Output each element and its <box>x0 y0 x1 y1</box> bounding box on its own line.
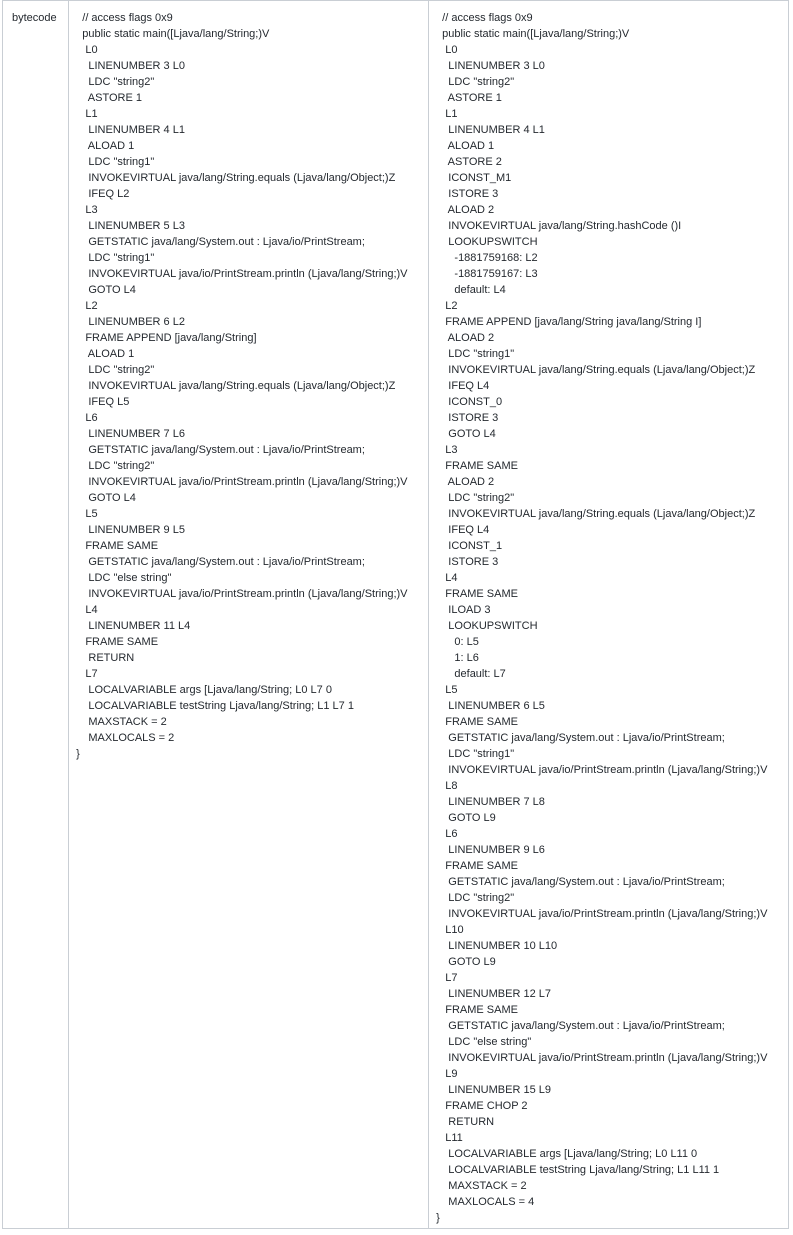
code-line: ALOAD 2 <box>436 332 495 344</box>
bytecode-comparison-table <box>2 0 789 1229</box>
code-line: L2 <box>76 300 98 312</box>
code-line: INVOKEVIRTUAL java/io/PrintStream.println (Ljava/lang/String;)V <box>76 268 408 280</box>
code-line: -1881759167: L3 <box>436 268 538 280</box>
code-line: GETSTATIC java/lang/System.out : Ljava/io/PrintStream; <box>436 1020 725 1032</box>
code-line: IFEQ L2 <box>76 188 130 200</box>
code-line: L1 <box>436 108 458 120</box>
code-line: public static main([Ljava/lang/String;)V <box>76 28 270 40</box>
code-line: ALOAD 1 <box>436 140 495 152</box>
code-line: LINENUMBER 10 L10 <box>436 940 558 952</box>
code-line: L4 <box>76 604 98 616</box>
code-line: RETURN <box>436 1116 495 1128</box>
code-line: ASTORE 1 <box>76 92 142 104</box>
code-line: GOTO L9 <box>436 812 496 824</box>
code-line: LINENUMBER 15 L9 <box>436 1084 551 1096</box>
code-line: LINENUMBER 7 L8 <box>436 796 545 808</box>
code-line: LDC "string2" <box>436 492 515 504</box>
code-line: ALOAD 2 <box>436 476 495 488</box>
code-line: GETSTATIC java/lang/System.out : Ljava/io/PrintStream; <box>76 556 365 568</box>
code-line: LINENUMBER 9 L5 <box>76 524 185 536</box>
code-line: LINENUMBER 7 L6 <box>76 428 185 440</box>
code-line: // access flags 0x9 <box>436 12 533 24</box>
code-line: L1 <box>76 108 98 120</box>
code-line: INVOKEVIRTUAL java/io/PrintStream.println (Ljava/lang/String;)V <box>436 764 768 776</box>
code-line: } <box>436 1212 440 1224</box>
code-line: GETSTATIC java/lang/System.out : Ljava/io/PrintStream; <box>436 732 725 744</box>
code-line: GOTO L4 <box>76 284 136 296</box>
code-line: LINENUMBER 6 L5 <box>436 700 545 712</box>
code-line: ALOAD 1 <box>76 140 135 152</box>
code-line: INVOKEVIRTUAL java/io/PrintStream.println (Ljava/lang/String;)V <box>76 588 408 600</box>
code-line: INVOKEVIRTUAL java/lang/String.hashCode ()I <box>436 220 682 232</box>
code-line: LDC "else string" <box>436 1036 532 1048</box>
row-label: bytecode <box>12 12 57 24</box>
right-code-cell <box>429 1 789 1229</box>
code-line: ICONST_0 <box>436 396 503 408</box>
code-line: GOTO L4 <box>436 428 496 440</box>
code-line: LINENUMBER 4 L1 <box>76 124 185 136</box>
code-line: LINENUMBER 11 L4 <box>76 620 191 632</box>
code-line: LOOKUPSWITCH <box>436 236 538 248</box>
code-line: LINENUMBER 4 L1 <box>436 124 545 136</box>
code-line: LDC "else string" <box>76 572 172 584</box>
code-line: ICONST_1 <box>436 540 503 552</box>
code-line: default: L4 <box>436 284 506 296</box>
code-line: ILOAD 3 <box>436 604 491 616</box>
code-line: L0 <box>436 44 458 56</box>
code-line: LOCALVARIABLE testString Ljava/lang/String; L1 L7 1 <box>76 700 354 712</box>
code-line: INVOKEVIRTUAL java/lang/String.equals (Ljava/lang/Object;)Z <box>76 380 396 392</box>
code-line: FRAME SAME <box>436 460 518 472</box>
code-line: GETSTATIC java/lang/System.out : Ljava/io/PrintStream; <box>76 236 365 248</box>
code-line: L6 <box>436 828 458 840</box>
code-line: L0 <box>76 44 98 56</box>
code-line: FRAME APPEND [java/lang/String java/lang/String I] <box>436 316 702 328</box>
code-line: IFEQ L4 <box>436 524 490 536</box>
code-line: RETURN <box>76 652 135 664</box>
code-line: LOCALVARIABLE args [Ljava/lang/String; L0 L11 0 <box>436 1148 698 1160</box>
code-line: FRAME SAME <box>436 860 518 872</box>
code-line: FRAME SAME <box>436 1004 518 1016</box>
row-label-cell <box>3 1 69 1229</box>
code-line: LOOKUPSWITCH <box>436 620 538 632</box>
code-line: FRAME SAME <box>76 540 159 552</box>
code-line: L7 <box>76 668 98 680</box>
code-line: LDC "string2" <box>76 76 155 88</box>
code-line: LINENUMBER 5 L3 <box>76 220 185 232</box>
code-line: LDC "string2" <box>436 892 515 904</box>
code-line: L11 <box>436 1132 463 1144</box>
right-bytecode-block <box>429 1 788 1226</box>
code-line: L2 <box>436 300 458 312</box>
code-line: L9 <box>436 1068 458 1080</box>
code-line: ISTORE 3 <box>436 412 499 424</box>
code-line: INVOKEVIRTUAL java/io/PrintStream.println (Ljava/lang/String;)V <box>436 1052 768 1064</box>
code-line: LINENUMBER 3 L0 <box>76 60 185 72</box>
code-line: LINENUMBER 6 L2 <box>76 316 185 328</box>
code-line: MAXLOCALS = 4 <box>436 1196 535 1208</box>
code-line: LDC "string2" <box>436 76 515 88</box>
code-line: public static main([Ljava/lang/String;)V <box>436 28 630 40</box>
code-line: L3 <box>436 444 458 456</box>
code-line: INVOKEVIRTUAL java/lang/String.equals (Ljava/lang/Object;)Z <box>436 364 756 376</box>
code-line: MAXSTACK = 2 <box>76 716 167 728</box>
code-line: GETSTATIC java/lang/System.out : Ljava/io/PrintStream; <box>436 876 725 888</box>
code-line: LDC "string2" <box>76 364 155 376</box>
code-line: ISTORE 3 <box>436 188 499 200</box>
code-line: IFEQ L4 <box>436 380 490 392</box>
code-line: INVOKEVIRTUAL java/io/PrintStream.println (Ljava/lang/String;)V <box>436 908 768 920</box>
code-line: LDC "string1" <box>436 748 515 760</box>
code-line: ASTORE 2 <box>436 156 502 168</box>
left-bytecode-block <box>69 1 428 762</box>
code-line: LOCALVARIABLE testString Ljava/lang/String; L1 L11 1 <box>436 1164 720 1176</box>
code-line: LOCALVARIABLE args [Ljava/lang/String; L0 L7 0 <box>76 684 332 696</box>
code-line: LDC "string1" <box>436 348 515 360</box>
code-line: GOTO L4 <box>76 492 136 504</box>
code-line: L8 <box>436 780 458 792</box>
code-line: GOTO L9 <box>436 956 496 968</box>
code-line: FRAME SAME <box>436 588 518 600</box>
code-line: LDC "string2" <box>76 460 155 472</box>
code-line: ISTORE 3 <box>436 556 499 568</box>
code-line: INVOKEVIRTUAL java/io/PrintStream.println (Ljava/lang/String;)V <box>76 476 408 488</box>
code-line: L4 <box>436 572 458 584</box>
code-line: FRAME APPEND [java/lang/String] <box>76 332 257 344</box>
code-line: L5 <box>436 684 458 696</box>
code-line: LINENUMBER 12 L7 <box>436 988 551 1000</box>
code-line: ASTORE 1 <box>436 92 502 104</box>
code-line: } <box>76 748 80 760</box>
left-code-cell <box>69 1 429 1229</box>
code-line: MAXLOCALS = 2 <box>76 732 175 744</box>
code-line: FRAME SAME <box>436 716 518 728</box>
code-line: L6 <box>76 412 98 424</box>
code-line: ICONST_M1 <box>436 172 512 184</box>
code-line: LINENUMBER 9 L6 <box>436 844 545 856</box>
code-line: ALOAD 1 <box>76 348 135 360</box>
code-line: L3 <box>76 204 98 216</box>
code-line: MAXSTACK = 2 <box>436 1180 527 1192</box>
code-line: 0: L5 <box>436 636 479 648</box>
code-line: default: L7 <box>436 668 506 680</box>
code-line: L5 <box>76 508 98 520</box>
code-line: L10 <box>436 924 464 936</box>
code-line: FRAME SAME <box>76 636 159 648</box>
code-line: // access flags 0x9 <box>76 12 173 24</box>
code-line: LINENUMBER 3 L0 <box>436 60 545 72</box>
code-line: -1881759168: L2 <box>436 252 538 264</box>
code-line: LDC "string1" <box>76 252 155 264</box>
code-line: INVOKEVIRTUAL java/lang/String.equals (Ljava/lang/Object;)Z <box>76 172 396 184</box>
table-row <box>3 1 789 1229</box>
code-line: IFEQ L5 <box>76 396 130 408</box>
code-line: INVOKEVIRTUAL java/lang/String.equals (Ljava/lang/Object;)Z <box>436 508 756 520</box>
code-line: GETSTATIC java/lang/System.out : Ljava/io/PrintStream; <box>76 444 365 456</box>
code-line: L7 <box>436 972 458 984</box>
code-line: ALOAD 2 <box>436 204 495 216</box>
code-line: 1: L6 <box>436 652 479 664</box>
code-line: LDC "string1" <box>76 156 155 168</box>
code-line: FRAME CHOP 2 <box>436 1100 528 1112</box>
